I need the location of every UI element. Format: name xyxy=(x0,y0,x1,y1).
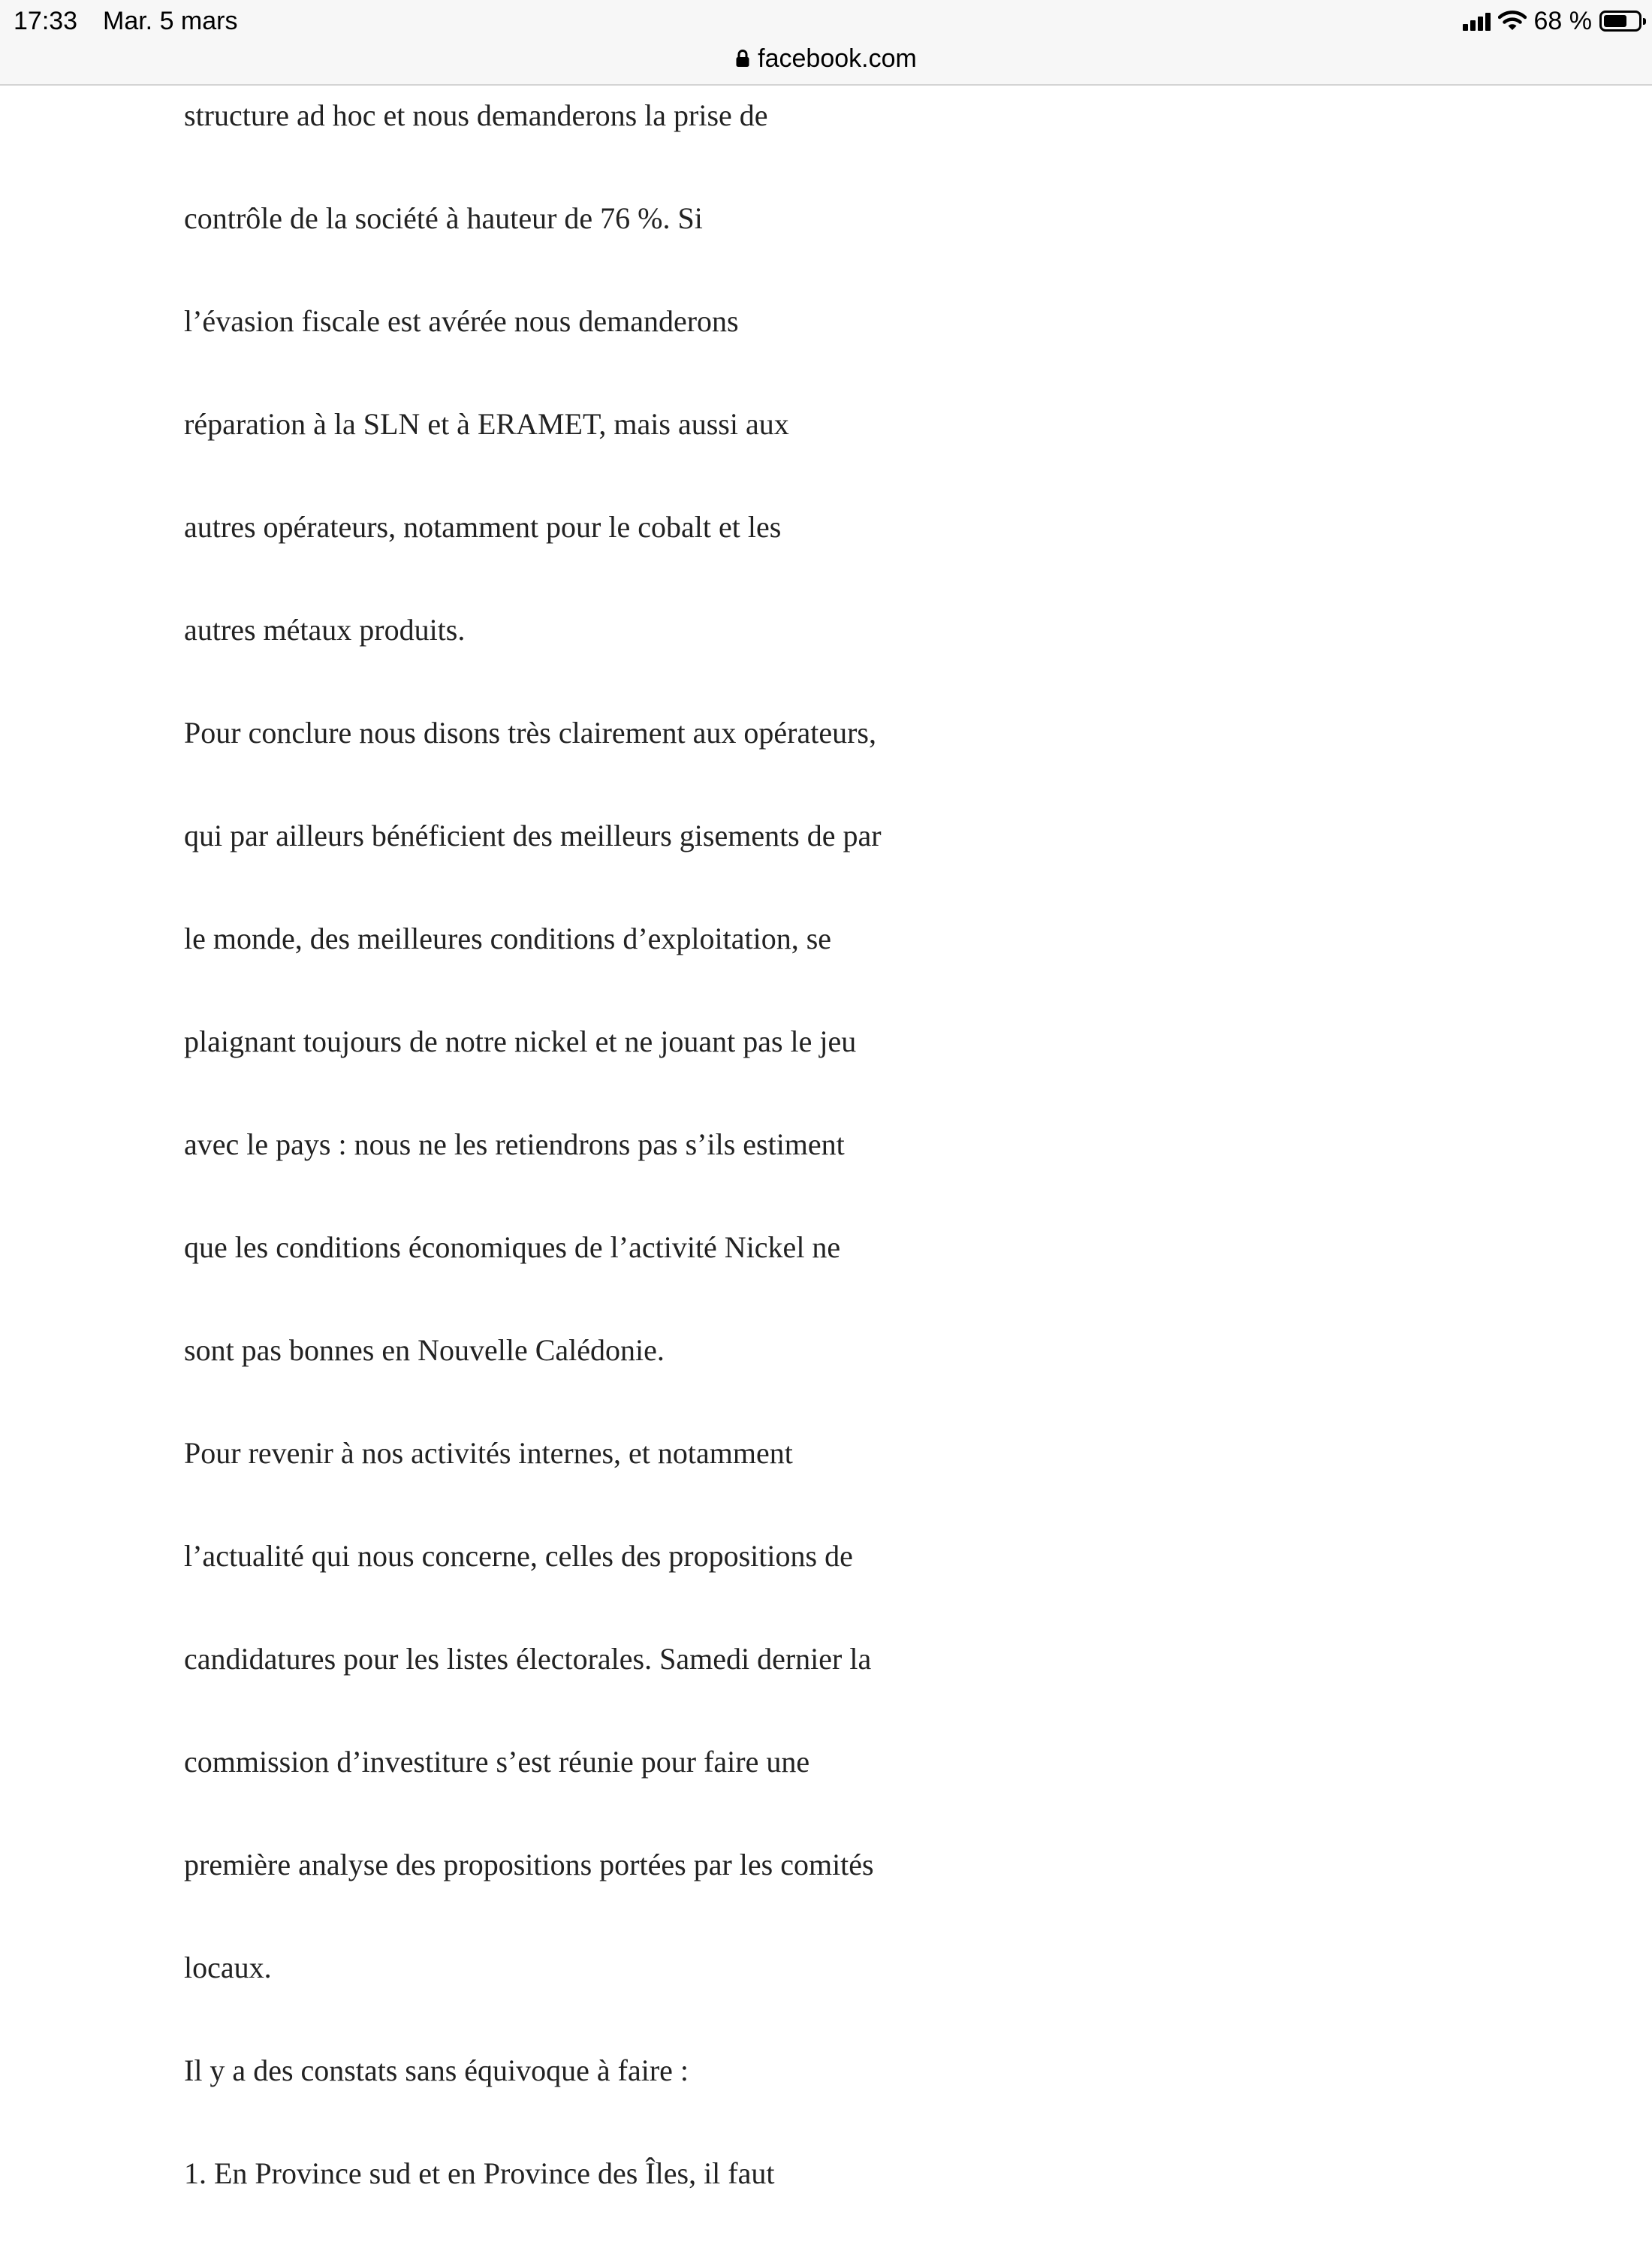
article-line: autres métaux produits. xyxy=(184,613,466,647)
battery-percentage: 68 % xyxy=(1533,7,1592,35)
article-line: candidatures pour les listes électorales. Samedi dernier la xyxy=(184,1642,872,1676)
status-indicators xyxy=(1463,5,1642,38)
lock-icon xyxy=(735,49,750,68)
cellular-signal-icon xyxy=(1463,11,1491,31)
article-line: le monde, des meilleures conditions d’exploitation, se xyxy=(184,922,832,955)
article-line: que les conditions économiques de l’activité Nickel ne xyxy=(184,1230,841,1264)
battery-fill xyxy=(1604,15,1626,27)
status-bar xyxy=(0,0,1652,86)
article-line: l’évasion fiscale est avérée nous demanderons xyxy=(184,304,739,338)
status-date: Mar. 5 mars xyxy=(103,7,238,35)
article-line: autres opérateurs, notamment pour le cobalt et les xyxy=(184,510,782,544)
article-line: qui par ailleurs bénéficient des meilleurs gisements de par xyxy=(184,819,882,852)
article-line: réparation à la SLN et à ERAMET, mais aussi aux xyxy=(184,407,789,441)
article-line: Il y a des constats sans équivoque à faire : xyxy=(184,2053,689,2087)
article-line: commission d’investiture s’est réunie pour faire une xyxy=(184,1745,810,1779)
article-line: Pour conclure nous disons très clairement aux opérateurs, xyxy=(184,716,876,750)
battery-icon xyxy=(1599,11,1641,32)
article-line: l’actualité qui nous concerne, celles des propositions de xyxy=(184,1539,853,1573)
article-line: locaux. xyxy=(184,1951,272,1984)
article-line: sont pas bonnes en Nouvelle Calédonie. xyxy=(184,1333,665,1367)
article-line: structure ad hoc et nous demanderons la prise de xyxy=(184,98,768,132)
url-domain[interactable]: facebook.com xyxy=(758,44,917,73)
article-line: 1. En Province sud et en Province des Îles, il faut xyxy=(184,2156,775,2190)
article-line: contrôle de la société à hauteur de 76 %. Si xyxy=(184,201,703,235)
article-line: avec le pays : nous ne les retiendrons pas s’ils estiment xyxy=(184,1127,845,1161)
url-bar[interactable] xyxy=(0,41,1652,77)
article-body xyxy=(184,90,1235,2251)
article-line: Pour revenir à nos activités internes, et notamment xyxy=(184,1436,793,1470)
article-line: plaignant toujours de notre nickel et ne jouant pas le jeu xyxy=(184,1024,857,1058)
wifi-icon xyxy=(1498,11,1527,32)
status-time: 17:33 xyxy=(14,7,78,35)
article-line: première analyse des propositions portées par les comités xyxy=(184,1848,874,1881)
